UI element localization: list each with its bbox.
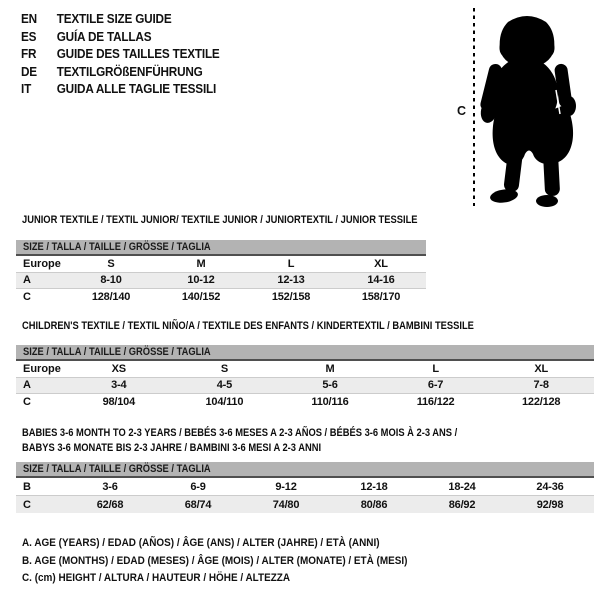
table-cell: 3-6 xyxy=(102,480,118,493)
table-cell: M xyxy=(325,362,335,375)
language-list xyxy=(21,11,220,99)
table-cell: 98/104 xyxy=(102,395,136,408)
footnotes xyxy=(22,535,407,588)
table-cell: 18-24 xyxy=(448,480,476,493)
language-code: FR xyxy=(21,47,37,62)
row-label: Europe xyxy=(23,362,61,375)
table-row xyxy=(16,288,426,305)
table-cell: L xyxy=(432,362,439,375)
table-cell: 8-10 xyxy=(100,274,122,287)
table-cell: 116/122 xyxy=(416,395,455,408)
children-size-header-band xyxy=(16,345,594,361)
table-cell: 92/98 xyxy=(536,498,564,511)
table-cell: 4-5 xyxy=(216,379,233,392)
table-cell: 122/128 xyxy=(521,395,561,408)
row-label: B xyxy=(23,480,31,493)
babies-table xyxy=(16,462,594,513)
table-cell: M xyxy=(196,257,206,270)
table-cell: 5-6 xyxy=(322,379,338,392)
table-row xyxy=(16,393,594,410)
table-cell: 68/74 xyxy=(184,498,212,511)
row-label: C xyxy=(23,290,31,303)
row-label: Europe xyxy=(23,257,61,270)
table-row xyxy=(16,256,426,272)
table-cell: 104/110 xyxy=(205,395,244,408)
table-cell: XL xyxy=(374,257,388,270)
table-cell: S xyxy=(107,257,115,270)
junior-table xyxy=(16,240,426,305)
size-header-label: SIZE / TALLA / TAILLE / GRÖSSE / TAGLIA xyxy=(23,241,211,253)
table-cell: 86/92 xyxy=(448,498,476,511)
table-cell: 140/152 xyxy=(181,290,221,303)
language-label: GUIDE DES TAILLES TEXTILE xyxy=(56,47,220,62)
table-cell: 6-7 xyxy=(427,379,444,392)
language-row xyxy=(21,29,220,47)
size-header-label: SIZE / TALLA / TAILLE / GRÖSSE / TAGLIA xyxy=(23,463,211,475)
table-cell: 3-4 xyxy=(111,379,127,392)
table-cell: 12-13 xyxy=(277,274,305,287)
babies-table-rows xyxy=(16,478,594,513)
height-c-label: C xyxy=(457,104,467,118)
babies-table-title xyxy=(22,426,457,456)
junior-table-rows xyxy=(16,256,426,305)
table-cell: S xyxy=(220,362,228,375)
language-label: GUIDA ALLE TAGLIE TESSILI xyxy=(56,82,217,97)
table-cell: XS xyxy=(111,362,126,375)
table-cell: 128/140 xyxy=(91,290,131,303)
table-cell: 62/68 xyxy=(96,498,124,511)
language-row xyxy=(21,11,220,29)
children-table-rows xyxy=(16,361,594,410)
babies-table-title-line1: BABIES 3-6 MONTH TO 2-3 YEARS / BEBÉS 3-6 MESES A 2-3 AÑOS / BÉBÉS 3-6 MOIS À 2-3 ANS / xyxy=(22,427,458,439)
table-cell: 7-8 xyxy=(533,379,549,392)
table-cell: 110/116 xyxy=(311,395,349,408)
junior-size-header-band xyxy=(16,240,426,256)
table-cell: 158/170 xyxy=(361,290,401,303)
table-cell: 10-12 xyxy=(187,274,215,287)
row-label: A xyxy=(23,379,31,392)
babies-size-header-band xyxy=(16,462,594,478)
language-code: EN xyxy=(21,12,37,26)
height-dashed-line xyxy=(473,8,475,206)
size-header-label: SIZE / TALLA / TAILLE / GRÖSSE / TAGLIA xyxy=(23,346,211,358)
junior-table-title: JUNIOR TEXTILE / TEXTIL JUNIOR/ TEXTILE JUNIOR / JUNIORTEXTIL / JUNIOR TESSILE xyxy=(22,214,418,226)
table-cell: 14-16 xyxy=(367,274,395,287)
footnote-b: B. AGE (MONTHS) / EDAD (MESES) / ÂGE (MOIS) / ALTER (MONATE) / ETÀ (MESI) xyxy=(22,554,408,567)
babies-table-title-line2: BABYS 3-6 MONATE BIS 2-3 JAHRE / BAMBINI 3-6 MESI A 2-3 ANNI xyxy=(22,442,322,454)
row-label: C xyxy=(23,395,31,408)
language-label: TEXTILE SIZE GUIDE xyxy=(56,12,172,26)
footnote-c: C. (cm) HEIGHT / ALTURA / HAUTEUR / HÖHE / ALTEZZA xyxy=(22,572,291,585)
footnote-a: A. AGE (YEARS) / EDAD (AÑOS) / ÂGE (ANS) / ALTER (JAHRE) / ETÀ (ANNI) xyxy=(22,537,380,549)
language-code: ES xyxy=(21,29,37,44)
table-cell: 152/158 xyxy=(271,290,311,303)
table-row xyxy=(16,361,594,377)
language-label: TEXTILGRÖßENFÜHRUNG xyxy=(56,64,203,79)
language-code: IT xyxy=(21,82,32,97)
row-label: C xyxy=(23,498,31,511)
table-row xyxy=(16,272,426,289)
table-cell: 80/86 xyxy=(360,498,388,511)
children-table xyxy=(16,345,594,410)
table-cell: XL xyxy=(534,362,548,375)
table-row xyxy=(16,495,594,513)
language-row xyxy=(21,46,220,64)
row-label: A xyxy=(23,274,31,287)
table-row xyxy=(16,478,594,495)
table-cell: 74/80 xyxy=(272,498,300,511)
table-cell: 9-12 xyxy=(275,480,297,493)
language-label: GUÍA DE TALLAS xyxy=(56,29,152,44)
language-row xyxy=(21,64,220,82)
children-table-title: CHILDREN'S TEXTILE / TEXTIL NIÑO/A / TEXTILE DES ENFANTS / KINDERTEXTIL / BAMBINI TESSILE xyxy=(22,320,474,332)
table-cell: 24-36 xyxy=(536,480,564,493)
language-row xyxy=(21,81,220,99)
language-code: DE xyxy=(21,64,37,79)
table-cell: 6-9 xyxy=(190,480,206,493)
baby-silhouette-icon xyxy=(478,6,588,208)
table-row xyxy=(16,377,594,394)
table-cell: L xyxy=(287,257,295,270)
table-cell: 12-18 xyxy=(360,480,388,493)
